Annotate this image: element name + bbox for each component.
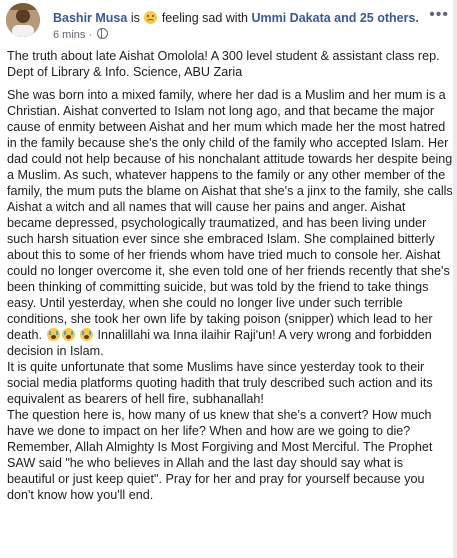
- author-name[interactable]: Bashir Musa: [53, 11, 128, 25]
- avatar[interactable]: [6, 3, 40, 37]
- post-paragraph-question: The question here is, how many of us knew that she's a convert? How much have we done to impact on her life? When and how are we going to die? Remember, Allah Almighty Is Most Forgiving and Most Merciful. The Prophet SAW said "he who believes in Allah and the last day should say what is beautiful or just keep quiet". Pray for her and pray for yourself because you don't know how you'll end.: [7, 408, 433, 502]
- feeling-text: feeling sad with: [161, 11, 248, 25]
- post-paragraph-story: [7, 87, 453, 359]
- is-text: is: [130, 11, 140, 25]
- post-header: [0, 0, 457, 48]
- crying-face-emoji-icon: [62, 328, 75, 341]
- more-options-icon[interactable]: •••: [429, 6, 449, 23]
- post-body: [7, 48, 453, 503]
- post-paragraph-innalillahi: Innalillahi wa Inna ilaihir Raji'un! A very wrong and forbidden decision in Islam.: [7, 328, 432, 358]
- sad-face-emoji-icon: [144, 11, 157, 24]
- crying-face-emoji-icon: [47, 328, 60, 341]
- tagged-people-link[interactable]: Ummi Dakata and 25 others.: [251, 11, 419, 25]
- post-paragraph-unfortunate: It is quite unfortunate that some Muslims have since yesterday took to their social media platforms quoting hadith that truly described such action and its equivalent as bearers of hell fire, subhanallah!: [7, 360, 433, 406]
- scrollbar[interactable]: [453, 0, 457, 558]
- globe-icon: [97, 28, 108, 39]
- post-paragraph-intro: The truth about late Aishat Omolola! A 300 level student & assistant class rep. Dept of Library & Info. Science, ABU Zaria: [7, 49, 440, 79]
- timestamp[interactable]: 6 mins: [53, 29, 86, 41]
- post-author-line: [53, 10, 419, 26]
- crying-face-emoji-icon: [80, 328, 93, 341]
- post-meta: 6 mins ·: [53, 28, 108, 41]
- post-paragraph-story-text: She was born into a mixed family, where her dad is a Muslim and her mum is a Christian. Aishat converted to Islam not long ago, and that became the major cause of enmity between Aishat and her mum which made her the most hatred in the family because she's the only child of the family who accepted Islam. Her dad could not help because of his nonchalant attitude towards her despite being a Muslim. As such, whatever happens to the family or any other member of the family, the mum puts the blame on Aishat that she's a jinx to the family, she calls Aishat a witch and all names that will cause her pains and anger. Aishat became depressed, psychologically traumatized, and has been living under such harsh situation ever since she embraced Islam. She complained bitterly about this to some of her friends whom have tried much to console her. Aishat could no longer overcome it, she even told one of her friends recently that she's been thinking of committing suicide, but was told by the friend to take things easy. Until yesterday, when she could no longer live under such terrible conditions, she took her own life by taking poison (snipper) which lead to her death.: [7, 88, 453, 342]
